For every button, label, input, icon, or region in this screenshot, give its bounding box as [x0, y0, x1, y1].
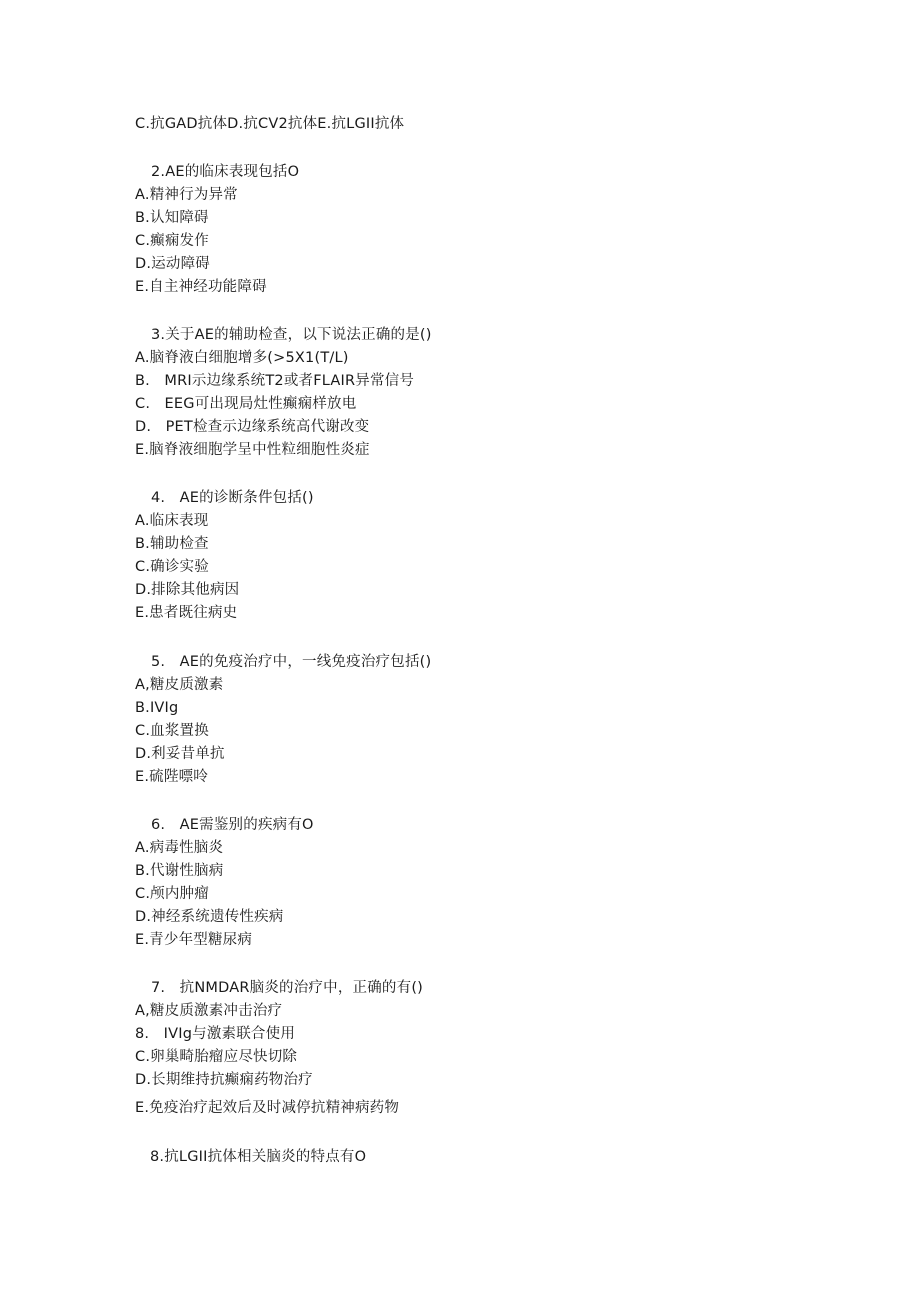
q3-option-a: A.脑脊液白细胞增多(>5X1(T/L) — [135, 350, 349, 366]
q2-option-a: A.精神行为异常 — [135, 187, 238, 203]
q8-title: 8.抗LGII抗体相关脑炎的特点有O — [150, 1149, 367, 1165]
q5-title: 5. AE的免疫治疗中，一线免疫治疗包括() — [151, 654, 432, 670]
q6-option-d: D.神经系统遗传性疾病 — [135, 909, 284, 925]
q7-option-d: D.长期维持抗癫痫药物治疗 — [135, 1072, 313, 1088]
q4-option-b: B.辅助检查 — [135, 536, 209, 552]
q2-option-b: B.认知障碍 — [135, 210, 209, 226]
q6-option-e: E.青少年型糖尿病 — [135, 932, 253, 948]
q4-option-d: D.排除其他病因 — [135, 582, 240, 598]
q6-option-b: B.代谢性脑病 — [135, 863, 224, 879]
q2-option-e: E.自主神经功能障碍 — [135, 279, 267, 295]
q4-option-c: C.确诊实验 — [135, 559, 209, 575]
q7-option-c: C.卵巢畸胎瘤应尽快切除 — [135, 1049, 298, 1065]
q3-title: 3.关于AE的辅助检查，以下说法正确的是() — [151, 327, 432, 343]
q7-option-a: A,糖皮质激素冲击治疗 — [135, 1003, 283, 1019]
q3-option-b: B. MRI示边缘系统T2或者FLAIR异常信号 — [135, 373, 415, 389]
q5-option-b: B.IVIg — [135, 700, 179, 716]
q4-title: 4. AE的诊断条件包括() — [151, 490, 314, 506]
q5-option-a: A,糖皮质激素 — [135, 677, 224, 693]
q4-option-e: E.患者既往病史 — [135, 605, 238, 621]
q3-option-c: C. EEG可出现局灶性癫痫样放电 — [135, 396, 357, 412]
q2-title: 2.AE的临床表现包括O — [151, 164, 300, 180]
q7-title: 7. 抗NMDAR脑炎的治疗中，正确的有() — [151, 980, 424, 996]
q6-option-c: C.颅内肿瘤 — [135, 886, 209, 902]
q5-option-d: D.利妥昔单抗 — [135, 746, 225, 762]
q5-option-c: C.血浆置换 — [135, 723, 209, 739]
q6-title: 6. AE需鉴别的疾病有O — [151, 817, 314, 833]
q4-option-a: A.临床表现 — [135, 513, 209, 529]
q3-option-e: E.脑脊液细胞学呈中性粒细胞性炎症 — [135, 442, 370, 458]
q6-option-a: A.病毒性脑炎 — [135, 840, 224, 856]
q7-option-e: E.免疫治疗起效后及时减停抗精神病药物 — [135, 1100, 400, 1116]
q3-option-d: D. PET检查示边缘系统高代谢改变 — [135, 419, 370, 435]
q1-options-line: C.抗GAD抗体D.抗CV2抗体E.抗LGII抗体 — [135, 116, 405, 132]
q5-option-e: E.硫陛嘌呤 — [135, 769, 208, 785]
q2-option-d: D.运动障碍 — [135, 256, 210, 272]
q7-option-b: 8. IVIg与激素联合使用 — [135, 1026, 296, 1042]
q2-option-c: C.癫痫发作 — [135, 233, 209, 249]
